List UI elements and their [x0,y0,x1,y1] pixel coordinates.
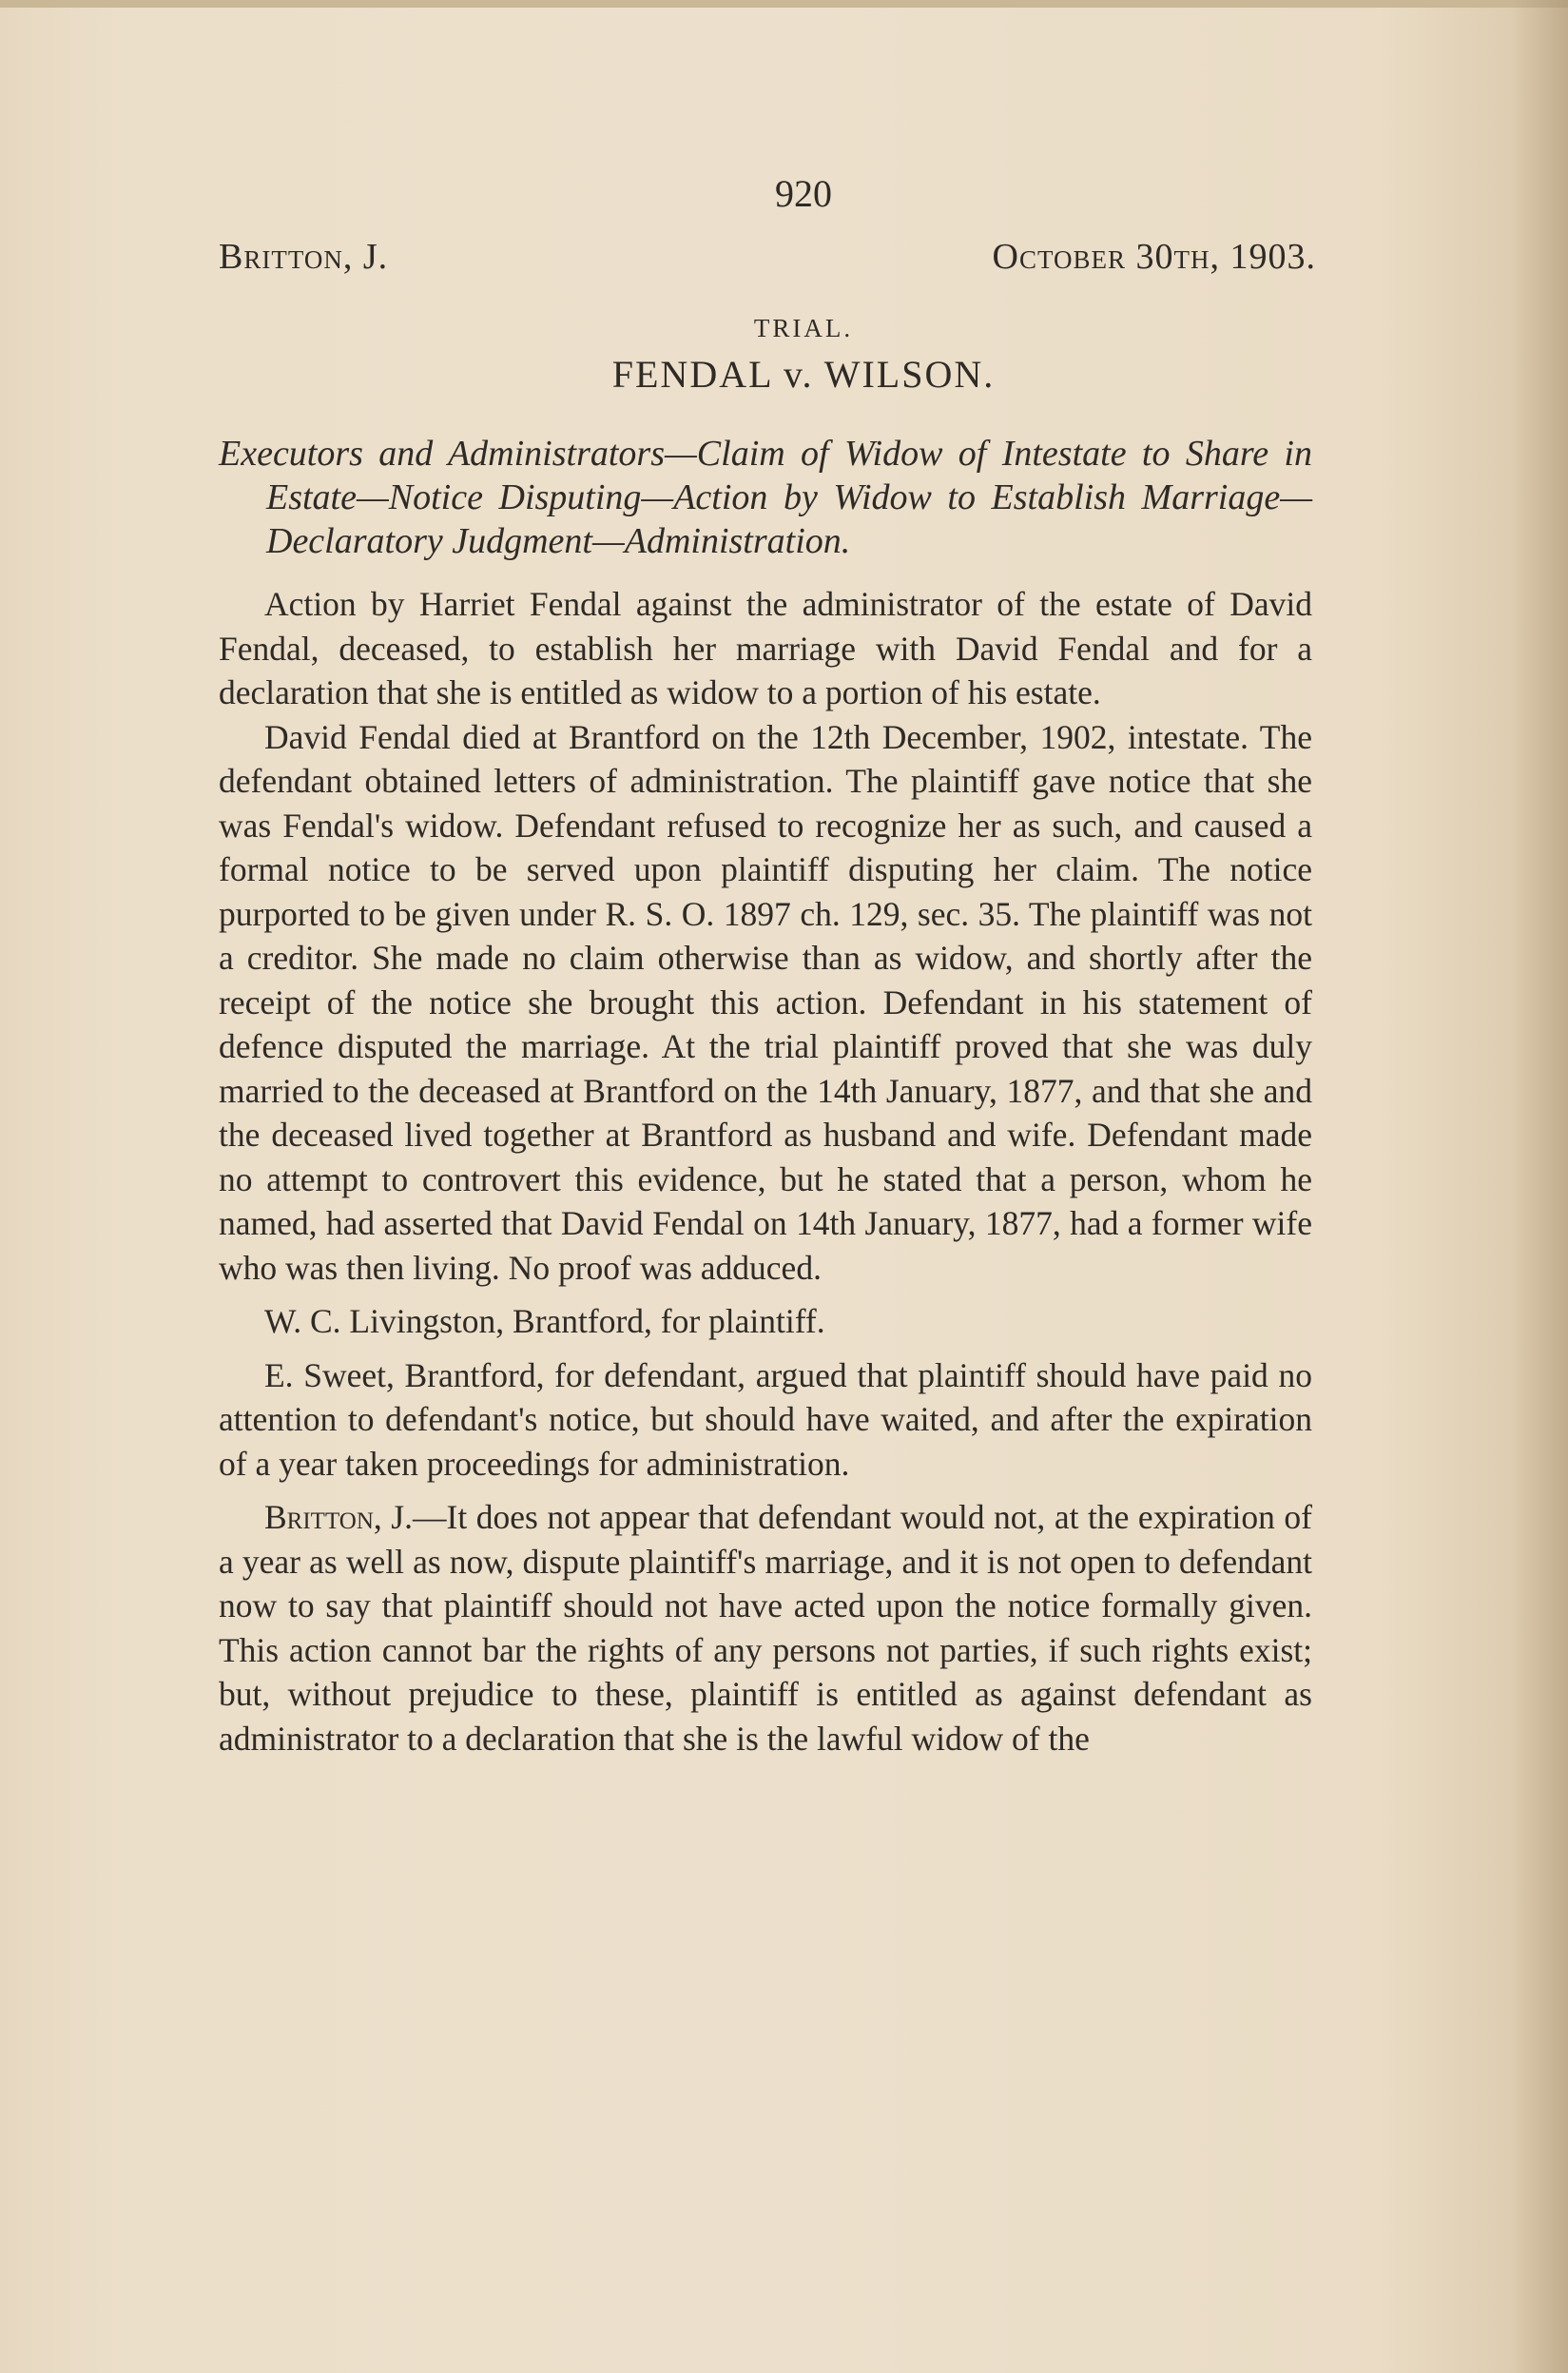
case-name: FENDAL v. WILSON. [611,353,996,396]
decision-date: October 30th, 1903. [992,237,1316,277]
page-edge-shadow [1511,0,1568,2373]
paragraph-facts: David Fendal died at Brantford on the 12th December, 1902, intestate. The defendant obtained letters of administration. The plaintiff gave notice that she was Fendal's widow. Defendant refused to recognize her as such, and caused a formal notice to be served upon plaintiff disputing her claim. The notice purported to be given under R. S. O. 1897 ch. 129, sec. 35. The plaintiff was not a creditor. She made no claim otherwise than as widow, and shortly after the receipt of the notice she brought this action. Defendant in his statement of defence disputed the marriage. At the trial plaintiff proved that she was duly married to the deceased at Brantford on the 14th January, 1877, and that she and the deceased lived together at Brantford as husband and wife. Defendant made no attempt to controvert this evidence, but he stated that a person, whom he named, had asserted that David Fendal on 14th January, 1877, had a former wife who was then living. No proof was adduced. [219,717,1312,1287]
counsel-defendant: E. Sweet, Brantford, for defendant, argued that plaintiff should have paid no attention to defendant's notice, but should have waited, and after the expiration of a year taken proceedings for administration. [219,1355,1312,1483]
paragraph-action: Action by Harriet Fendal against the administrator of the estate of David Fendal, deceased, to establish her marriage with David Fendal and for a declaration that she is entitled as widow to a portion of his estate. [219,585,1312,711]
judgment-speaker: Britton, J. [264,1498,413,1536]
counsel-plaintiff: W. C. Livingston, Brantford, for plaintiff. [264,1302,825,1340]
judgment-paragraph [219,1495,1312,1760]
headnote: Executors and Administrators—Claim of Widow of Intestate to Share in Estate—Notice Disputing—Action by Widow to Establish Marriage—Declaratory Judgment—Administration. [219,434,1312,561]
top-border [0,0,1568,8]
trial-label: TRIAL. [753,314,854,342]
running-header [219,236,1316,293]
page-content [219,171,1316,1760]
judgment-text: —It does not appear that defendant would not, at the expiration of a year as well as now, dispute plaintiff's marriage, and it is not open to defendant now to say that plaintiff should not have acted upon the notice formally given. This action cannot bar the rights of any persons not parties, if such rights exist; but, without prejudice to these, plaintiff is entitled as against defendant as administrator to a declaration that she is the lawful widow of the [219,1498,1312,1758]
page-number: 920 [775,172,832,215]
judge-name: Britton, J. [219,237,389,277]
